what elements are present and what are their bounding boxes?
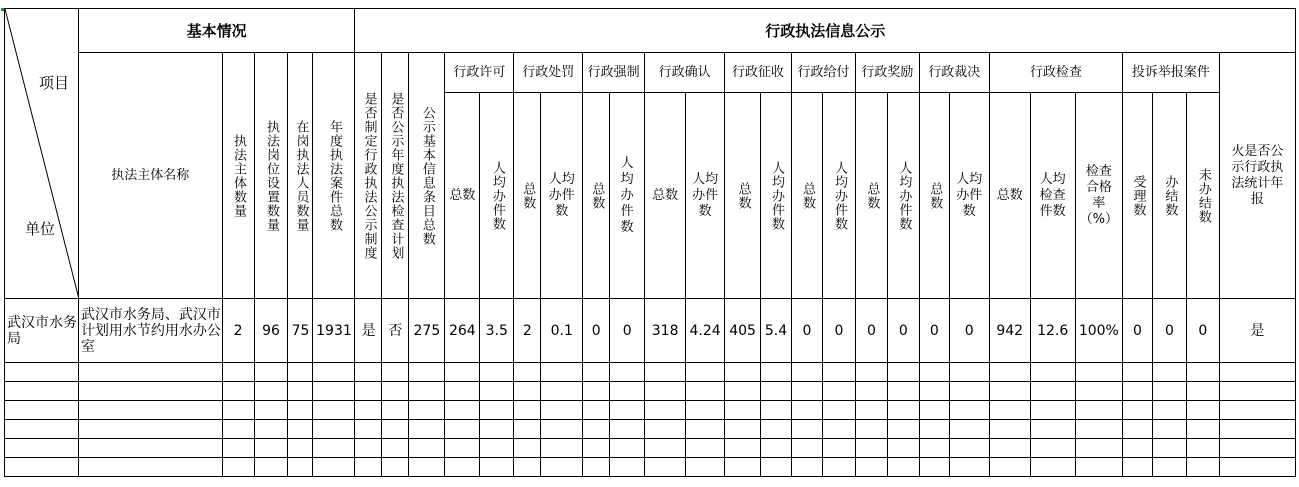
punish-total-header: 总数 [514, 93, 541, 299]
cell-unit: 武汉市水务局 [5, 299, 79, 363]
empty-row [5, 439, 1296, 458]
cell-pay-total: 0 [792, 299, 823, 363]
col-annual-report: 火是否公示行政执法统计年报 [1219, 53, 1295, 299]
cell-levy-total: 405 [725, 299, 761, 363]
sub-punish: 行政处罚 [514, 53, 583, 93]
cell-confirm-total: 318 [645, 299, 686, 363]
cell-ruling-per: 0 [949, 299, 989, 363]
col-system: 是否制定行政执法公示制度 [355, 53, 382, 299]
cell-inspect-rate: 100% [1075, 299, 1122, 363]
cell-undone: 0 [1186, 299, 1219, 363]
cell-permit-total: 264 [445, 299, 480, 363]
col-info: 公示基本信息条目总数 [409, 53, 445, 299]
col-count: 执法主体数量 [222, 53, 254, 299]
force-total-header: 总数 [583, 93, 610, 299]
col-cases: 年度执法案件总数 [313, 53, 355, 299]
cell-accepted: 0 [1123, 299, 1153, 363]
punish-per-header: 人均办件数 [541, 93, 583, 299]
pay-per-header: 人均办件数 [822, 93, 855, 299]
spreadsheet [4, 8, 1296, 482]
sub-confirm: 行政确认 [645, 53, 725, 93]
confirm-total-header: 总数 [645, 93, 686, 299]
complaint-done-header: 办结数 [1152, 93, 1186, 299]
col-positions: 执法岗位设置数量 [254, 53, 288, 299]
permit-per-header: 人均办件数 [480, 93, 514, 299]
cell-plan: 否 [382, 299, 409, 363]
unit-label: 单位 [25, 220, 56, 238]
col-staff: 在岗执法人员数量 [288, 53, 313, 299]
empty-row [5, 382, 1296, 401]
cell-force-total: 0 [583, 299, 610, 363]
sub-complaint: 投诉举报案件 [1123, 53, 1220, 93]
cell-system: 是 [355, 299, 382, 363]
group-basic: 基本情况 [78, 9, 355, 53]
cell-inspect-per: 12.6 [1030, 299, 1075, 363]
levy-per-header: 人均办件数 [761, 93, 792, 299]
empty-row [5, 401, 1296, 420]
cell-force-per: 0 [610, 299, 645, 363]
cell-done: 0 [1152, 299, 1186, 363]
complaint-accepted-header: 受理数 [1123, 93, 1153, 299]
force-per-header: 人均办件数 [610, 93, 645, 299]
cell-ruling-total: 0 [919, 299, 949, 363]
cell-info: 275 [409, 299, 445, 363]
inspect-total-header: 总数 [989, 93, 1030, 299]
group-enforcement: 行政执法信息公示 [355, 9, 1296, 53]
inspect-per-header: 人均检查件数 [1030, 93, 1075, 299]
empty-row [5, 420, 1296, 439]
reward-total-header: 总数 [855, 93, 887, 299]
cell-levy-per: 5.4 [761, 299, 792, 363]
confirm-per-header: 人均办件数 [686, 93, 725, 299]
reward-per-header: 人均办件数 [887, 93, 919, 299]
sub-reward: 行政奖励 [855, 53, 919, 93]
pay-total-header: 总数 [792, 93, 823, 299]
cell-positions: 96 [254, 299, 288, 363]
sub-permit: 行政许可 [445, 53, 514, 93]
sub-force: 行政强制 [583, 53, 645, 93]
inspect-rate-header: 检查合格率（%） [1075, 93, 1122, 299]
sub-inspect: 行政检查 [989, 53, 1122, 93]
col-name: 执法主体名称 [78, 53, 222, 299]
corner-cell [5, 9, 79, 299]
empty-row [5, 458, 1296, 477]
cell-permit-per: 3.5 [480, 299, 514, 363]
cell-count: 2 [222, 299, 254, 363]
cell-pay-per: 0 [822, 299, 855, 363]
complaint-undone-header: 未办结数 [1186, 93, 1219, 299]
cell-reward-per: 0 [887, 299, 919, 363]
enforcement-table [4, 8, 1296, 477]
cell-cases: 1931 [313, 299, 355, 363]
sub-levy: 行政征收 [725, 53, 792, 93]
diagonal-line [5, 9, 78, 299]
cell-punish-total: 2 [514, 299, 541, 363]
item-label: 项目 [39, 74, 70, 92]
cell-inspect-total: 942 [989, 299, 1030, 363]
cell-confirm-per: 4.24 [686, 299, 725, 363]
ruling-total-header: 总数 [919, 93, 949, 299]
empty-rows [5, 363, 1296, 477]
cell-punish-per: 0.1 [541, 299, 583, 363]
cell-reward-total: 0 [855, 299, 887, 363]
table-row [5, 299, 1296, 363]
sub-ruling: 行政裁决 [919, 53, 989, 93]
cell-staff: 75 [288, 299, 313, 363]
cell-name: 武汉市水务局、武汉市计划用水节约用水办公室 [78, 299, 222, 363]
levy-total-header: 总数 [725, 93, 761, 299]
cell-annual-report: 是 [1219, 299, 1295, 363]
sub-pay: 行政给付 [792, 53, 856, 93]
ruling-per-header: 人均办件数 [949, 93, 989, 299]
empty-row [5, 363, 1296, 382]
permit-total-header: 总数 [445, 93, 480, 299]
col-plan: 是否公示年度执法检查计划 [382, 53, 409, 299]
